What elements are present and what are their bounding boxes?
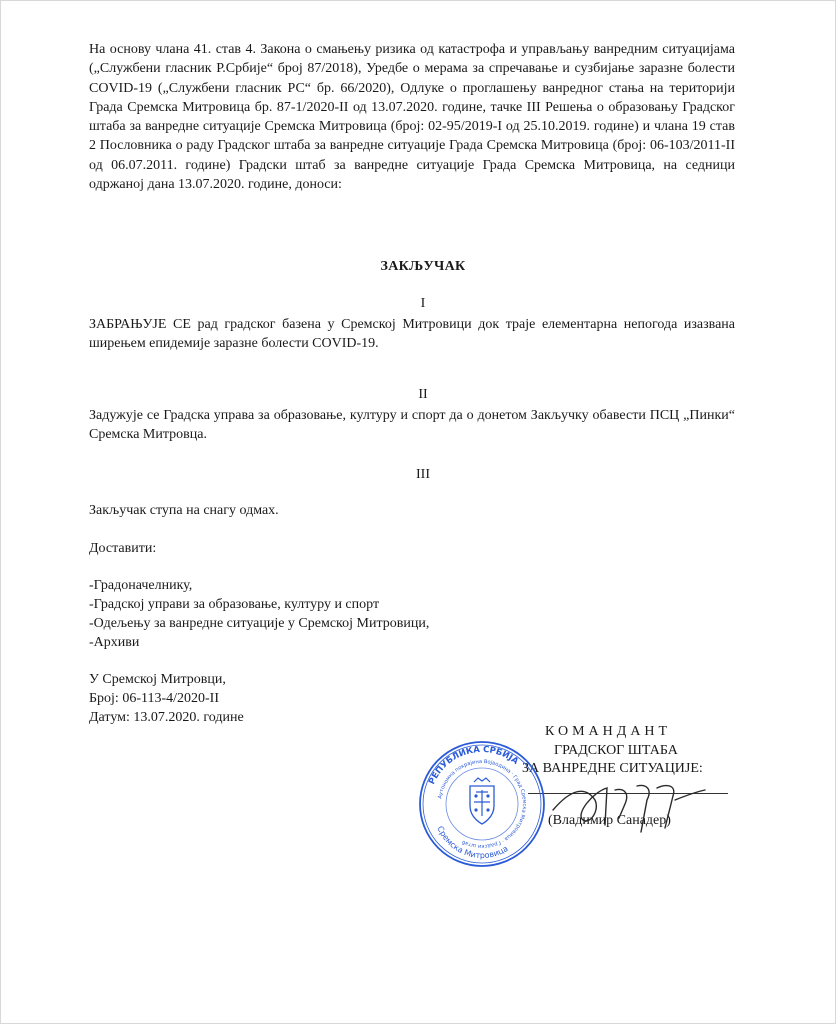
signatory-name: (Владимир Санадер)	[548, 813, 671, 828]
section-text-1: ЗАБРАЊУЈЕ СЕ рад градског базена у Сремској Митровици док траје елементарна непогода изазвана ширењем епидемије заразне болести COVID-19.	[89, 317, 735, 352]
deliver-heading: Доставити:	[89, 541, 157, 556]
document-title: ЗАКЉУЧАК	[380, 259, 466, 274]
section-numeral-1: I	[420, 296, 426, 311]
recipient-item: -Градоначелнику,	[89, 578, 193, 593]
handwritten-signature	[545, 770, 725, 840]
number-line: Број: 06-113-4/2020-II	[89, 691, 219, 706]
date-line: Датум: 13.07.2020. године	[89, 710, 244, 725]
preamble-paragraph: На основу члана 41. став 4. Закона о смањењу ризика од катастрофа и управљању ванредним ситуацијама („Службени гласник Р.Србије“ број 87/2018), Уредбе о мерама за спречавање и сузбијање заразне болести COVID-19 („Службени гласник РС“ бр. 66/2020), Одлуке о проглашењу ванредног стања на територији Града Сремска Митровица бр. 87-1/2020-II од 13.07.2020. године, тачке III Решења о образовању Градског штаба за ванредне ситуације Сремска Митровица (број: 02-95/2019-I од 25.10.2019. године) и члана 19 став 2 Пословника о раду Градског штаба за ванредне ситуације Града Сремска Митровица (број: 06-103/2011-II од 06.07.2011. године) Градски штаб за ванредне ситуације Града Сремска Митровица, на седници одржаној дана 13.07.2020. године, доноси:	[89, 42, 735, 193]
signatory-line-2: ГРАДСКОГ ШТАБА	[554, 743, 678, 758]
section-text-2: Задужује се Градска управа за образовање, културу и спорт да о донетом Закључку обавести ПСЦ „Пинки“ Сремска Митровца.	[89, 408, 735, 443]
recipient-item: -Архиви	[89, 635, 140, 650]
svg-text:Сремска Митровица: Сремска Митровица	[435, 824, 510, 861]
recipient-item: -Одељењу за ванредне ситуације у Сремској Митровици,	[89, 616, 430, 631]
signatory-title: КОМАНДАНТ	[545, 724, 672, 739]
section-numeral-2: II	[418, 387, 428, 402]
official-seal	[418, 740, 546, 868]
svg-text:РЕПУБЛИКА СРБИЈА: РЕПУБЛИКА СРБИЈА	[427, 744, 521, 787]
place-line: У Сремској Митровци,	[89, 672, 226, 687]
recipient-item: -Градској управи за образовање, културу и спорт	[89, 597, 380, 612]
section-numeral-3: III	[416, 467, 430, 482]
signatory-line-3: ЗА ВАНРЕДНЕ СИТУАЦИЈЕ:	[522, 761, 703, 776]
svg-text:Аутономна покрајина Војводина: Аутономна покрајина Војводина · Град Сремска Митровица · Градски штаб	[437, 758, 528, 850]
section-text-3: Закључак ступа на снагу одмах.	[89, 503, 279, 518]
